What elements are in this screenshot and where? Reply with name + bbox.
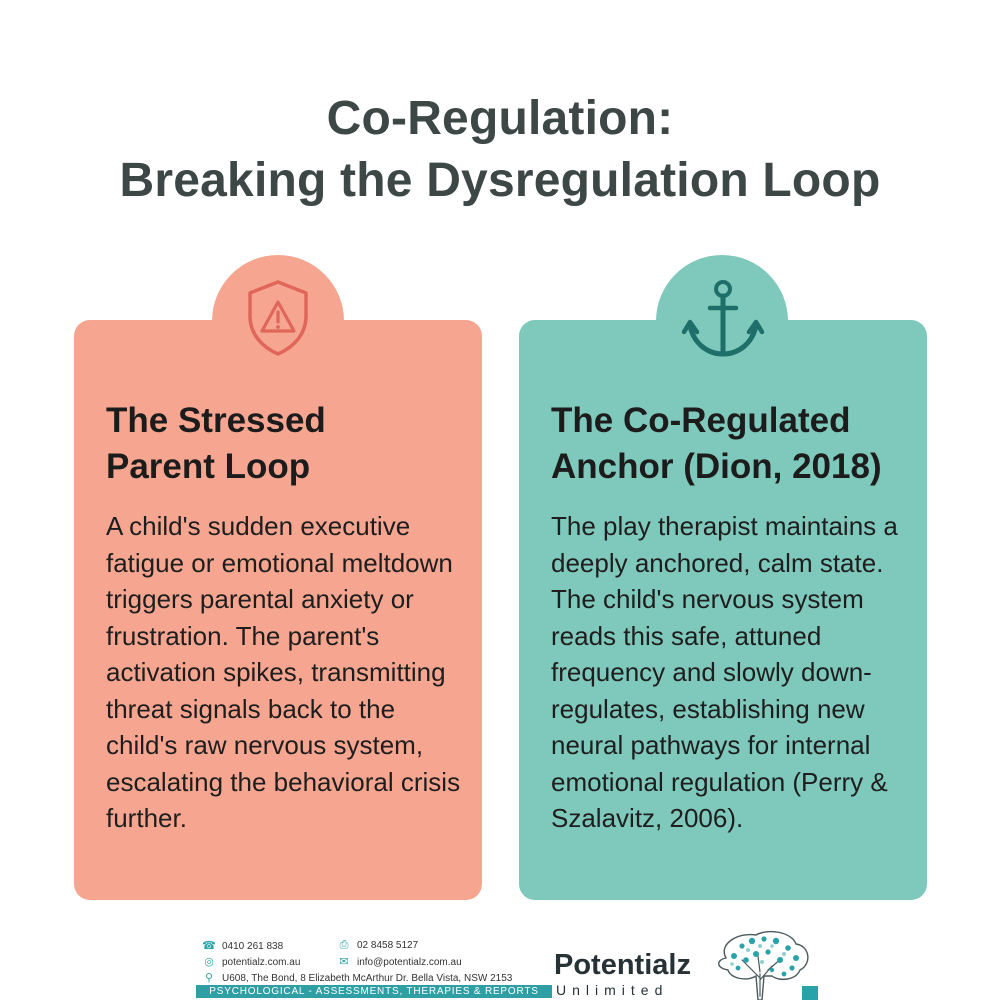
fax-number: 02 8458 5127: [357, 940, 419, 951]
card-title-bold: Anchor: [551, 447, 674, 486]
title-line-2: Breaking the Dysregulation Loop: [119, 154, 881, 207]
phone-icon: ☎: [202, 940, 216, 952]
co-regulated-anchor-card-body: The play therapist maintains a deeply anchored, calm state. The child's nervous system reads this safe, attuned frequency and slowly down-regulates, establishing new neural pathways for internal emotional regulation (Perry & Szalavitz, 2006).: [551, 511, 898, 833]
co-regulated-anchor-card: [519, 320, 927, 900]
website-contact[interactable]: [202, 955, 300, 968]
co-regulated-anchor-card-title: [551, 398, 907, 490]
page-title: [0, 88, 1000, 212]
card-title-light: The Stressed: [106, 401, 326, 440]
anchor-icon: [680, 276, 766, 362]
email-icon: ✉: [339, 956, 349, 968]
location-pin-icon: ⚲: [204, 972, 214, 984]
stressed-parent-card-title: [106, 398, 462, 490]
phone-number: 0410 261 838: [222, 941, 284, 952]
brand-name: Potentialz: [554, 949, 691, 981]
address-contact: [202, 971, 512, 984]
email-link[interactable]: info@potentialz.com.au: [357, 957, 462, 968]
card-title-citation: (Dion, 2018): [673, 447, 882, 486]
card-title-bold: Parent Loop: [106, 447, 311, 486]
stressed-parent-card-body: A child's sudden executive fatigue or emotional meltdown triggers parental anxiety or frustration. The parent's activation spikes, transmitting threat signals back to the child's raw nervous system, escalating the behavioral crisis further.: [106, 511, 461, 833]
globe-icon: ◎: [204, 956, 214, 968]
phone-contact: [202, 939, 283, 952]
title-line-1: Co-Regulation:: [326, 92, 674, 145]
website-link[interactable]: potentialz.com.au: [222, 957, 301, 968]
address-text: U608, The Bond, 8 Elizabeth McArthur Dr. Bella Vista, NSW 2153: [222, 973, 513, 984]
shield-warning-icon: [236, 276, 320, 360]
brand-subtitle: Unlimited: [556, 982, 669, 998]
footer: [0, 930, 1000, 1000]
email-contact[interactable]: [337, 955, 462, 968]
fax-icon: ⎙: [339, 939, 349, 951]
footer-tagline: PSYCHOLOGICAL - ASSESSMENTS, THERAPIES & REPORTS: [196, 985, 552, 998]
stressed-parent-card: [74, 320, 482, 900]
card-title-bold-line1: The Co-Regulated: [551, 401, 851, 440]
brain-tree-logo-icon: [702, 930, 822, 1000]
fax-contact: [337, 939, 418, 952]
